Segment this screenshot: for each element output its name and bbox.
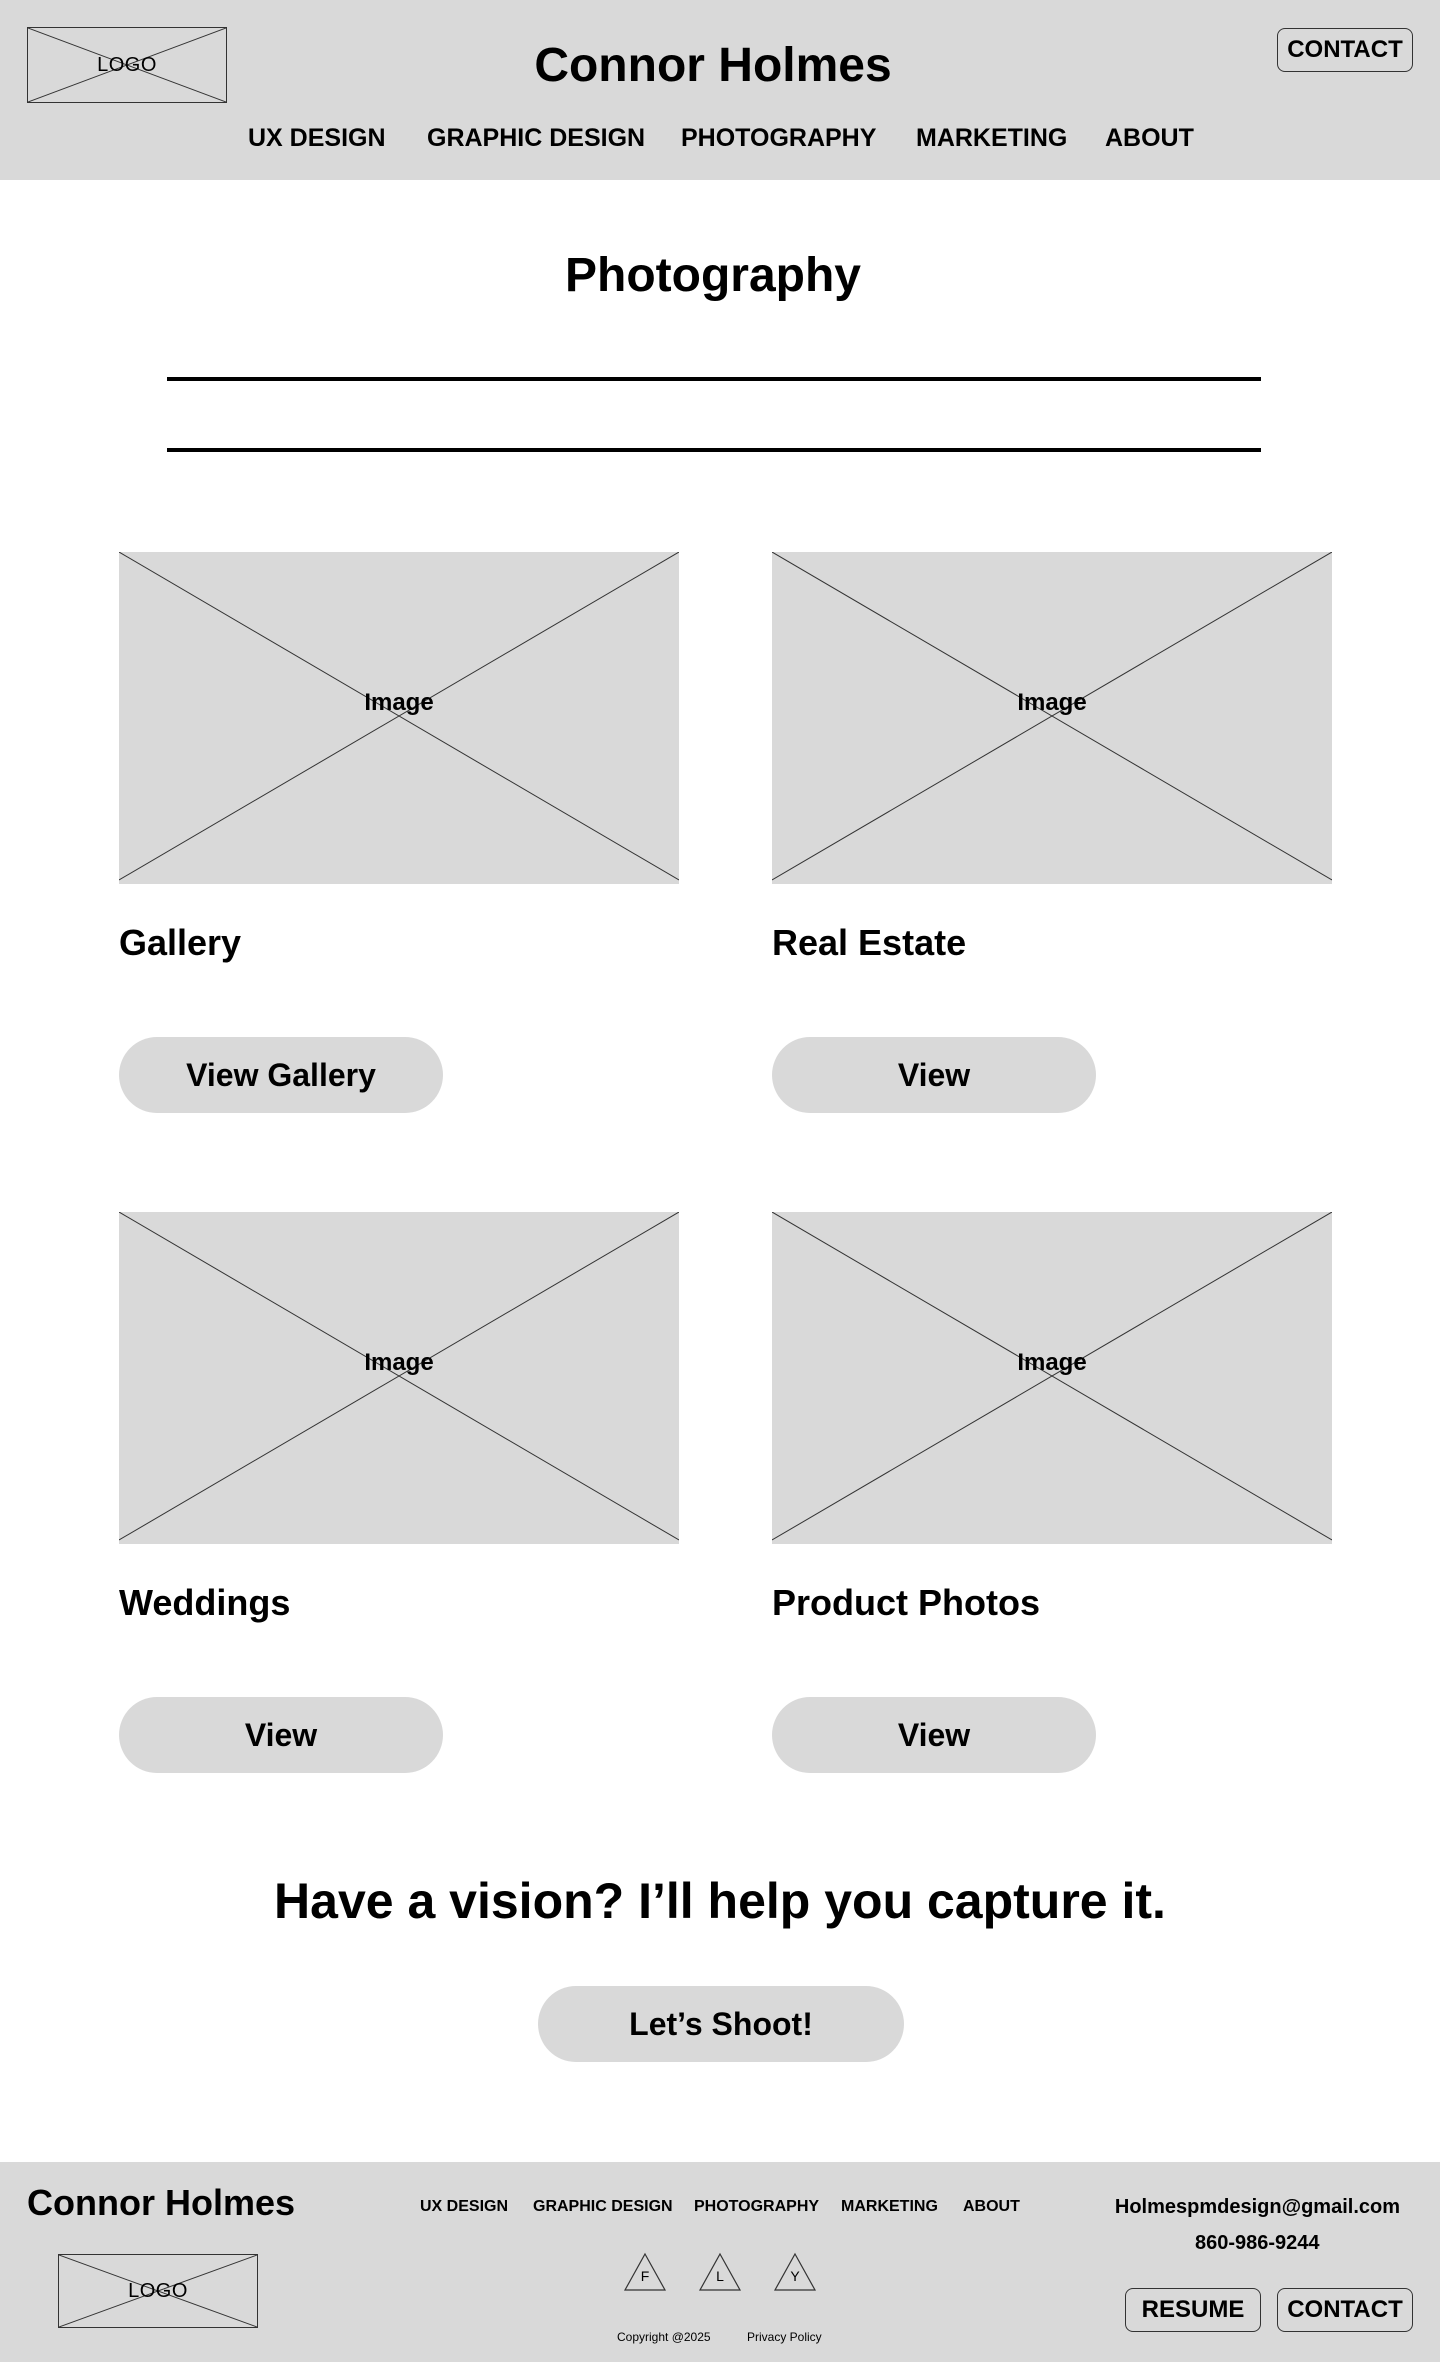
footer-nav-marketing[interactable]: MARKETING <box>841 2198 938 2215</box>
divider-line <box>167 448 1261 452</box>
site-header <box>0 0 1440 180</box>
copyright-text: Copyright @2025 <box>617 2330 711 2344</box>
footer-nav-graphic-design[interactable]: GRAPHIC DESIGN <box>533 2198 673 2215</box>
divider-line <box>167 377 1261 381</box>
footer-nav-ux-design[interactable]: UX DESIGN <box>420 2198 509 2215</box>
social-letter: F <box>640 2268 650 2284</box>
social-letter: Y <box>790 2268 800 2284</box>
logo-text: LOGO <box>128 2279 188 2302</box>
image-label: Image <box>364 689 434 716</box>
resume-button[interactable]: RESUME <box>1125 2288 1261 2332</box>
card-title-product-photos: Product Photos <box>772 1582 1040 1623</box>
view-product-photos-button[interactable]: View <box>772 1697 1096 1773</box>
image-label: Image <box>1017 689 1087 716</box>
nav-item-ux-design[interactable]: UX DESIGN <box>248 124 386 152</box>
cta-heading: Have a vision? I’ll help you capture it. <box>274 1873 1166 1929</box>
view-gallery-button[interactable]: View Gallery <box>119 1037 443 1113</box>
lets-shoot-button[interactable]: Let’s Shoot! <box>538 1986 904 2062</box>
card-image-weddings[interactable] <box>119 1212 679 1544</box>
view-weddings-button[interactable]: View <box>119 1697 443 1773</box>
youtube-icon[interactable] <box>773 2252 817 2292</box>
footer-logo[interactable] <box>58 2254 258 2328</box>
site-title[interactable]: Connor Holmes <box>534 39 892 92</box>
card-title-weddings: Weddings <box>119 1582 291 1623</box>
footer-contact-button[interactable]: CONTACT <box>1277 2288 1413 2332</box>
header-contact-button[interactable]: CONTACT <box>1277 28 1413 72</box>
card-image-real-estate[interactable] <box>772 552 1332 884</box>
image-label: Image <box>364 1349 434 1376</box>
privacy-policy-link[interactable]: Privacy Policy <box>747 2330 822 2344</box>
main-nav <box>0 124 1440 160</box>
site-footer <box>0 2162 1440 2362</box>
card-title-gallery: Gallery <box>119 922 242 963</box>
view-real-estate-button[interactable]: View <box>772 1037 1096 1113</box>
nav-item-graphic-design[interactable]: GRAPHIC DESIGN <box>427 124 646 152</box>
footer-phone[interactable]: 860-986-9244 <box>1195 2232 1320 2254</box>
facebook-icon[interactable] <box>623 2252 667 2292</box>
card-title-real-estate: Real Estate <box>772 922 967 963</box>
footer-title[interactable]: Connor Holmes <box>27 2182 296 2223</box>
image-label: Image <box>1017 1349 1087 1376</box>
social-letter: L <box>716 2268 724 2284</box>
footer-nav-about[interactable]: ABOUT <box>963 2198 1020 2215</box>
card-image-product-photos[interactable] <box>772 1212 1332 1544</box>
footer-nav-photography[interactable]: PHOTOGRAPHY <box>694 2198 820 2215</box>
linkedin-icon[interactable] <box>698 2252 742 2292</box>
page-title: Photography <box>565 249 861 302</box>
nav-item-about[interactable]: ABOUT <box>1105 124 1194 152</box>
nav-item-marketing[interactable]: MARKETING <box>916 124 1068 152</box>
card-image-gallery[interactable] <box>119 552 679 884</box>
logo-text: LOGO <box>97 53 157 76</box>
footer-email[interactable]: Holmespmdesign@gmail.com <box>1114 2196 1400 2218</box>
nav-item-photography[interactable]: PHOTOGRAPHY <box>681 124 877 152</box>
